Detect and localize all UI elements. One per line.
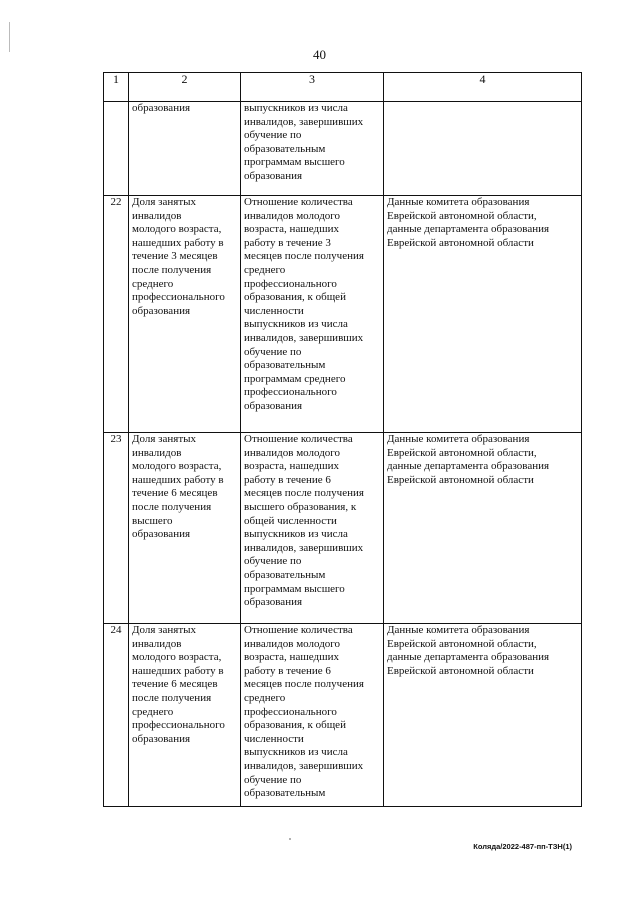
data-source: Данные комитета образования Еврейской автономной области, данные департамента образования Еврейской автономной области bbox=[384, 433, 582, 624]
row-number: 22 bbox=[104, 196, 129, 433]
table-row bbox=[104, 196, 582, 433]
header-cell-2: 2 bbox=[129, 73, 241, 102]
header-cell-4: 4 bbox=[384, 73, 582, 102]
data-source: Данные комитета образования Еврейской автономной области, данные департамента образования Еврейской автономной области bbox=[384, 624, 582, 807]
row-number: 24 bbox=[104, 624, 129, 807]
scan-speck bbox=[289, 838, 291, 840]
calculation-method: Отношение количества инвалидов молодого возраста, нашедших работу в течение 6 месяцев после получения среднего профессионального образования, к общей численности выпускников из числа инвалидов, завершивших обучение по образовательным bbox=[241, 624, 384, 807]
document-code: Коляда/2022-487-пп-ТЗН(1) bbox=[473, 842, 572, 851]
calculation-method: Отношение количества инвалидов молодого возраста, нашедших работу в течение 6 месяцев после получения высшего образования, к общей численности выпускников из числа инвалидов, завершивших обучение по образовательным программам высшего образования bbox=[241, 433, 384, 624]
indicators-table bbox=[103, 72, 582, 807]
page-number: 40 bbox=[313, 47, 326, 62]
indicator-name: Доля занятых инвалидов молодого возраста, нашедших работу в течение 6 месяцев после получения высшего образования bbox=[129, 433, 241, 624]
calculation-method: Отношение количества инвалидов молодого возраста, нашедших работу в течение 3 месяцев после получения среднего профессионального образования, к общей численности выпускников из числа инвалидов, завершивших обучение по образовательным программам среднего профессионального образования bbox=[241, 196, 384, 433]
calculation-method: выпускников из числа инвалидов, завершивших обучение по образовательным программам высшего образования bbox=[241, 102, 384, 196]
header-cell-1: 1 bbox=[104, 73, 129, 102]
table-row bbox=[104, 433, 582, 624]
indicator-name: образования bbox=[129, 102, 241, 196]
indicator-name: Доля занятых инвалидов молодого возраста, нашедших работу в течение 6 месяцев после получения среднего профессионального образования bbox=[129, 624, 241, 807]
table-header-row bbox=[104, 73, 582, 102]
data-source: Данные комитета образования Еврейской автономной области, данные департамента образования Еврейской автономной области bbox=[384, 196, 582, 433]
data-source bbox=[384, 102, 582, 196]
row-number: 23 bbox=[104, 433, 129, 624]
table-row bbox=[104, 102, 582, 196]
indicator-name: Доля занятых инвалидов молодого возраста, нашедших работу в течение 3 месяцев после получения среднего профессионального образования bbox=[129, 196, 241, 433]
table-row bbox=[104, 624, 582, 807]
header-cell-3: 3 bbox=[241, 73, 384, 102]
row-number bbox=[104, 102, 129, 196]
